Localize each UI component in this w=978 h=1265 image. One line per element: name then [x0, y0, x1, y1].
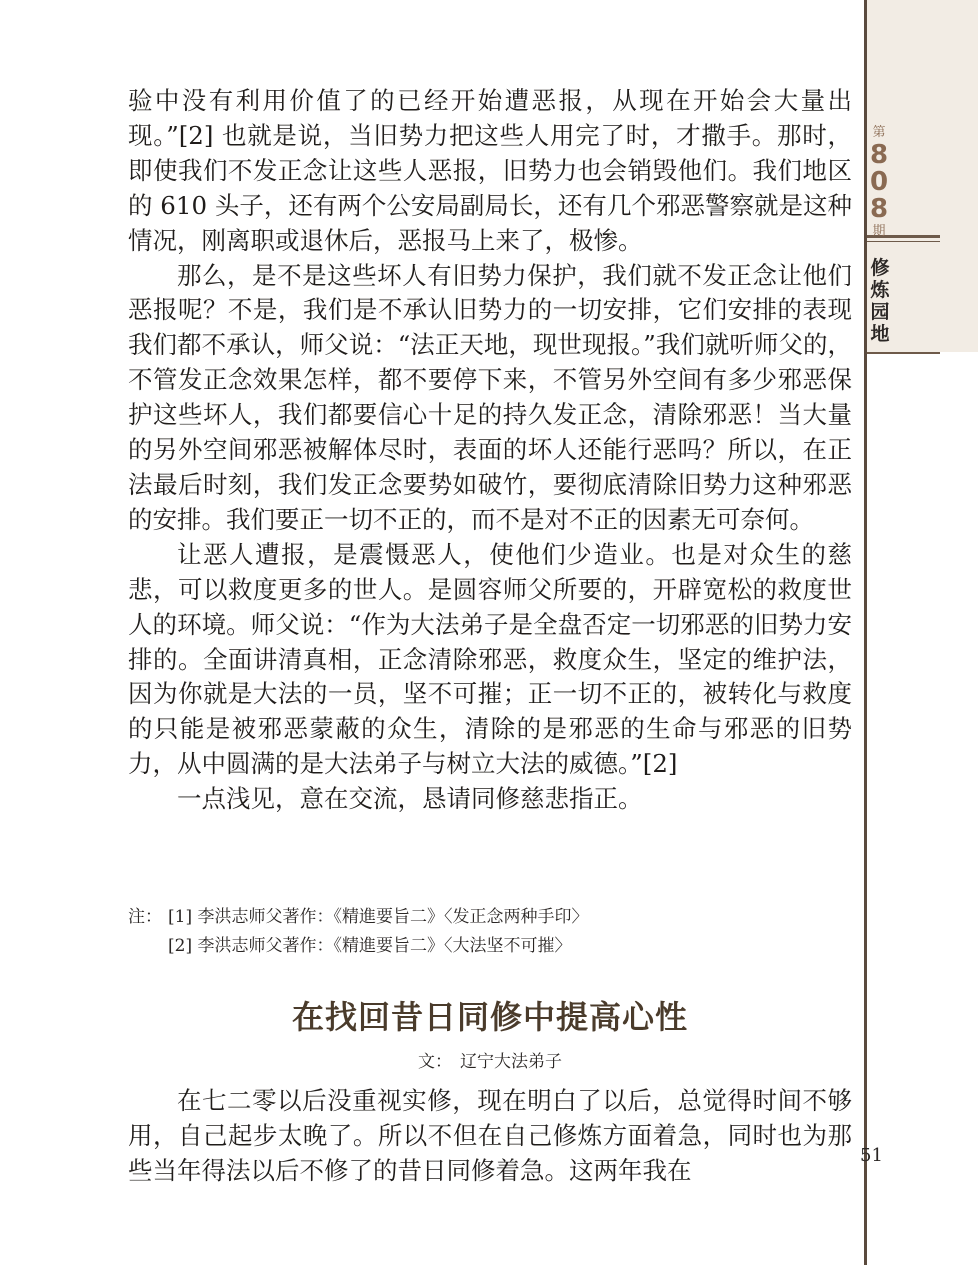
footnote-text-2: [2] 李洪志师父著作：《精進要旨二》〈大法坚不可摧〉 — [168, 936, 572, 956]
section-char: 地 — [870, 323, 890, 345]
footnote-label: 注： — [128, 907, 162, 927]
body-paragraph-4: 一点浅见，意在交流，恳请同修慈悲指正。 — [177, 784, 643, 814]
article-byline — [128, 1049, 852, 1075]
article-paragraph-1: 在七二零以后没重视实修，现在明白了以后，总觉得时间不够用，自己起步太晚了。所以不但在自己修炼方面着急，同时也为那些当年得法以后不修了的昔日同修着急。这两年我在 — [128, 1086, 852, 1185]
section-char: 炼 — [870, 279, 890, 301]
body-text — [128, 84, 852, 817]
issue-prefix: 第 — [872, 125, 886, 140]
body-paragraph-1: 验中没有利用价值了的已经开始遭恶报，从现在开始会大量出现。”[2] 也就是说，当旧势力把这些人用完了时，才撒手。那时，即使我们不发正念让这些人恶报，旧势力也会销毁他们。我们地区的 610 头子，还有两个公安局副局长，还有几个邪恶警察就是这种情况，刚离职或退休后，恶报马上来了，极惨。 — [128, 86, 852, 255]
issue-number — [868, 124, 890, 241]
footnote-1 — [128, 903, 852, 932]
body-paragraph-2: 那么，是不是这些坏人有旧势力保护，我们就不发正念让他们恶报呢？不是，我们是不承认旧势力的一切安排，它们安排的表现我们都不承认，师父说：“法正天地，现世现报。”我们就听师父的，不管发正念效果怎样，都不要停下来，不管另外空间有多少邪恶保护这些坏人，我们都要信心十足的持久发正念，清除邪恶！当大量的另外空间邪恶被解体尽时，表面的坏人还能行恶吗？所以，在正法最后时刻，我们发正念要势如破竹，要彻底清除旧势力这种邪恶的安排。我们要正一切不正的，而不是对不正的因素无可奈何。 — [128, 260, 852, 534]
sidebar-divider-thin — [867, 241, 940, 242]
footnotes — [128, 903, 852, 961]
issue-digit: 8 — [869, 194, 889, 224]
section-char: 园 — [870, 301, 890, 323]
sidebar-divider-bottom — [867, 352, 940, 354]
byline-author: 辽宁大法弟子 — [460, 1052, 562, 1072]
section-name — [868, 257, 892, 345]
issue-suffix: 期 — [872, 224, 886, 239]
footnote-text-1: [1] 李洪志师父著作：《精進要旨二》〈发正念两种手印〉 — [168, 907, 589, 927]
footnote-2 — [128, 932, 852, 961]
byline-label: 文： — [418, 1052, 452, 1072]
margin-rule — [864, 0, 867, 1265]
page-number: 51 — [860, 1145, 883, 1166]
article-title: 在找回昔日同修中提高心性 — [291, 998, 688, 1036]
issue-digit: 0 — [869, 167, 889, 197]
section-char: 修 — [870, 257, 890, 279]
body-paragraph-3: 让恶人遭报，是震慑恶人，使他们少造业。也是对众生的慈悲，可以救度更多的世人。是圆容师父所要的，开辟宽松的救度世人的环境。师父说：“作为大法弟子是全盘否定一切邪恶的旧势力安排的。全面讲清真相，正念清除邪恶，救度众生，坚定的维护法，因为你就是大法的一员，坚不可摧；正一切不正的，被转化与救度的只能是被邪恶蒙蔽的众生，清除的是邪恶的生命与邪恶的旧势力，从中圆满的是大法弟子与树立大法的威德。”[2] — [128, 539, 852, 779]
issue-digit: 8 — [869, 140, 889, 170]
article-body — [128, 1084, 852, 1189]
